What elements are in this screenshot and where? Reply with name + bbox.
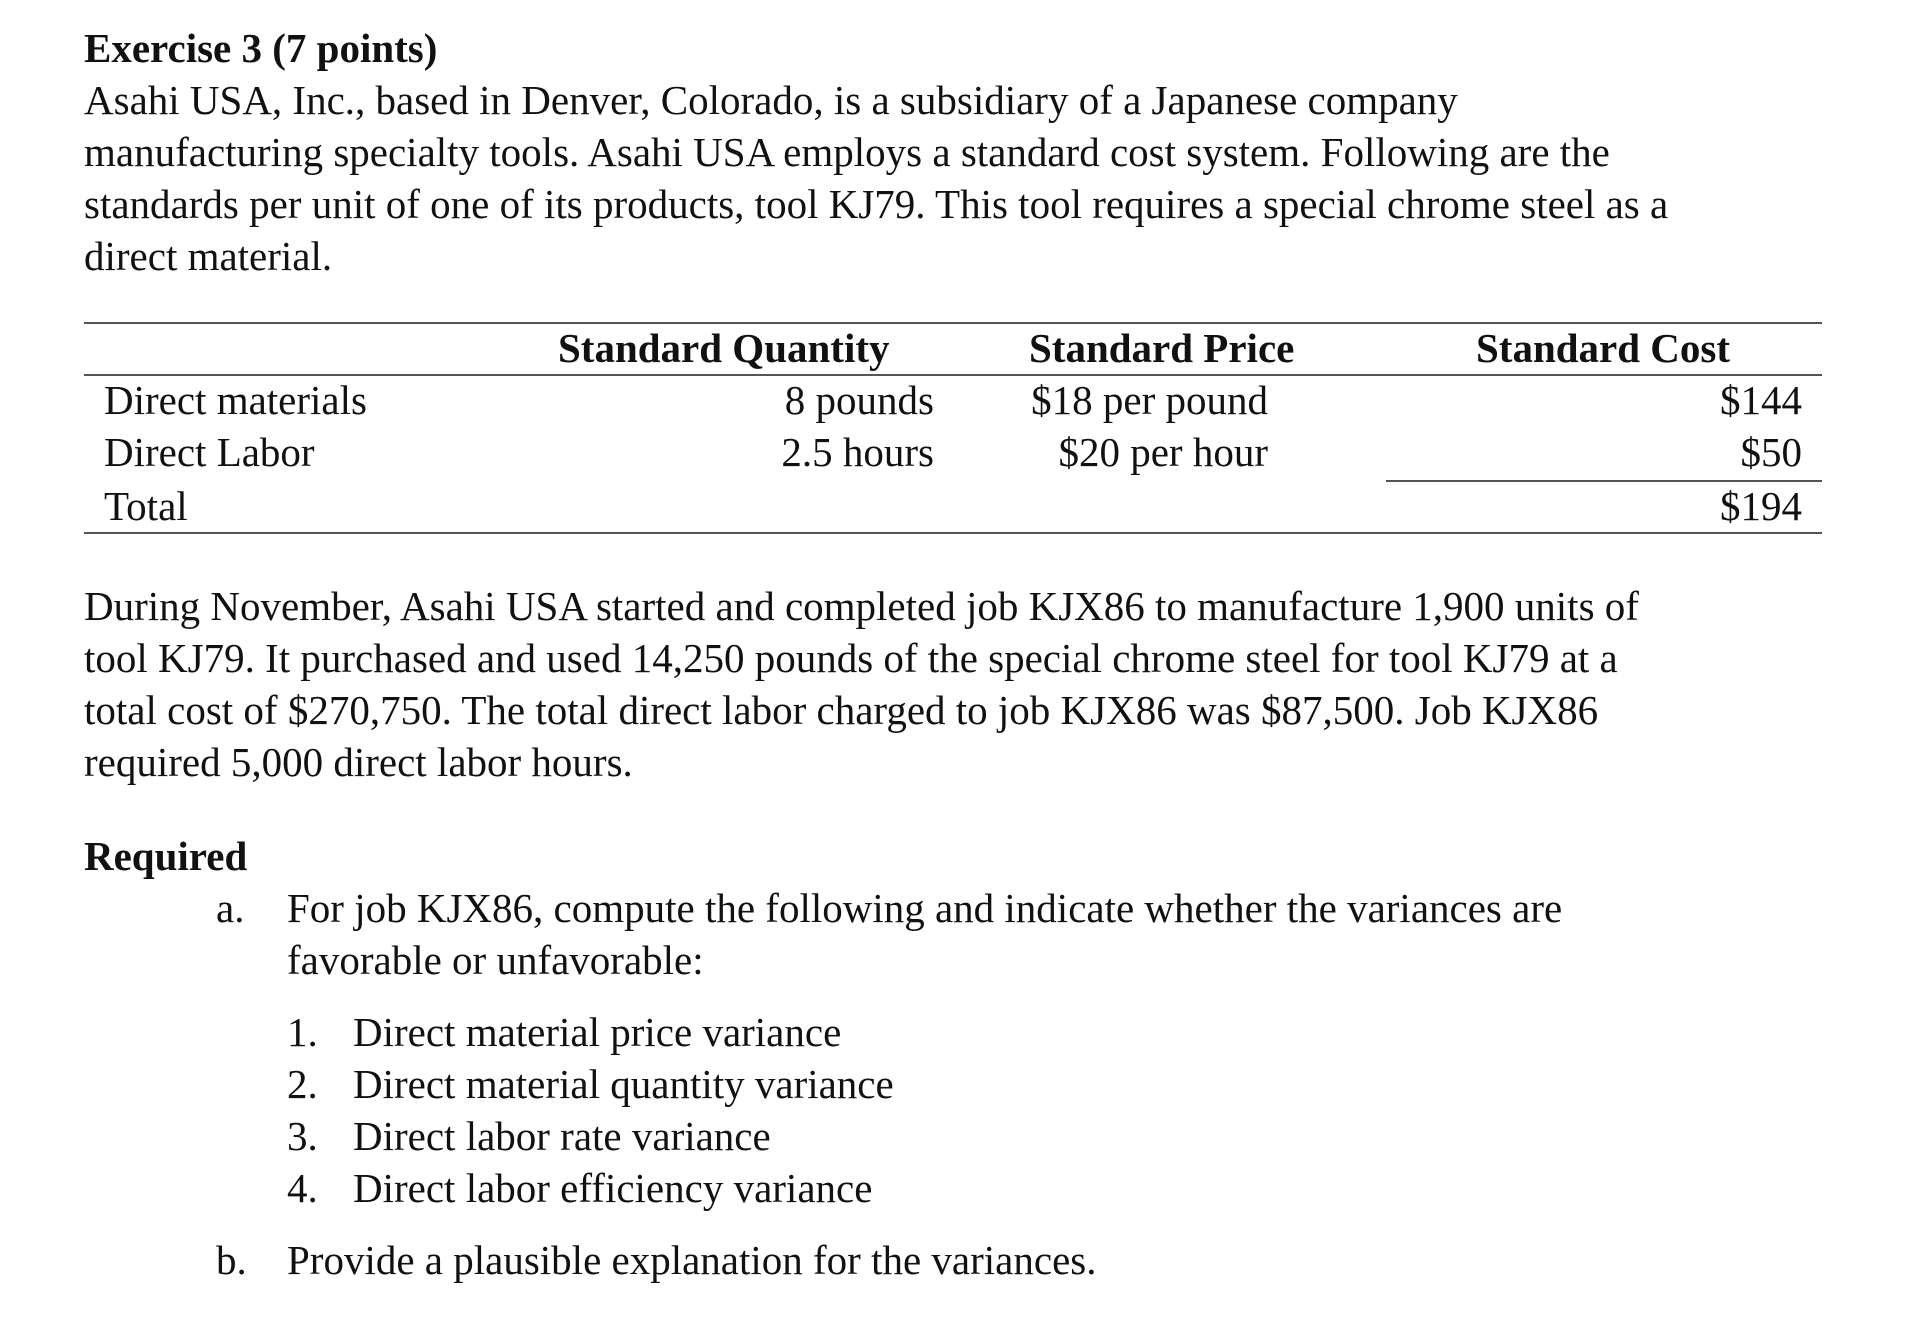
intro-line: manufacturing specialty tools. Asahi USA employs a standard cost system. Following are the xyxy=(84,129,1610,175)
direct-materials-cost: $144 xyxy=(1720,377,1802,423)
item-a-line: For job KJX86, compute the following and indicate whether the variances are xyxy=(287,885,1563,931)
subitem-text: Direct labor rate variance xyxy=(353,1113,771,1159)
job-line: total cost of $270,750. The total direct labor charged to job KJX86 was $87,500. Job KJX86 xyxy=(84,687,1599,733)
item-a-line: favorable or unfavorable: xyxy=(287,937,704,983)
direct-materials-quantity: 8 pounds xyxy=(784,377,934,423)
job-paragraph xyxy=(84,580,1824,788)
job-line: During November, Asahi USA started and completed job KJX86 to manufacture 1,900 units of xyxy=(84,583,1639,629)
header-standard-cost: Standard Cost xyxy=(1476,325,1731,371)
header-standard-price: Standard Price xyxy=(1029,325,1295,371)
intro-line: Asahi USA, Inc., based in Denver, Colorado, is a subsidiary of a Japanese company xyxy=(84,77,1458,123)
total-cost: $194 xyxy=(1720,483,1802,529)
subitem-number: 2. xyxy=(287,1061,318,1107)
direct-labor-quantity: 2.5 hours xyxy=(781,429,934,475)
table-bottom-rule xyxy=(84,532,1822,534)
direct-labor-price: $20 per hour xyxy=(1058,429,1268,475)
header-standard-quantity: Standard Quantity xyxy=(558,325,890,371)
item-b-marker: b. xyxy=(216,1237,247,1283)
subitem-number: 1. xyxy=(287,1009,318,1055)
intro-line: standards per unit of one of its products, tool KJ79. This tool requires a special chrome steel as a xyxy=(84,181,1669,227)
subitem-text: Direct material quantity variance xyxy=(353,1061,894,1107)
exercise-title: Exercise 3 (7 points) xyxy=(84,25,438,71)
standards-table xyxy=(84,322,1822,536)
subitem-text: Direct labor efficiency variance xyxy=(353,1165,873,1211)
subitem-text: Direct material price variance xyxy=(353,1009,842,1055)
subitem-number: 3. xyxy=(287,1113,318,1159)
item-b-text: Provide a plausible explanation for the variances. xyxy=(287,1237,1097,1283)
direct-materials-price: $18 per pound xyxy=(1031,377,1268,423)
intro-line: direct material. xyxy=(84,233,333,279)
subitem-number: 4. xyxy=(287,1165,318,1211)
intro-paragraph xyxy=(84,74,1824,282)
item-a-marker: a. xyxy=(216,885,245,931)
job-line: required 5,000 direct labor hours. xyxy=(84,739,633,785)
row-label-direct-labor: Direct Labor xyxy=(104,429,315,475)
row-label-total: Total xyxy=(104,483,188,529)
job-line: tool KJ79. It purchased and used 14,250 pounds of the special chrome steel for tool KJ79 at a xyxy=(84,635,1618,681)
direct-labor-cost: $50 xyxy=(1740,429,1802,475)
required-heading: Required xyxy=(84,833,248,879)
row-label-direct-materials: Direct materials xyxy=(104,377,367,423)
